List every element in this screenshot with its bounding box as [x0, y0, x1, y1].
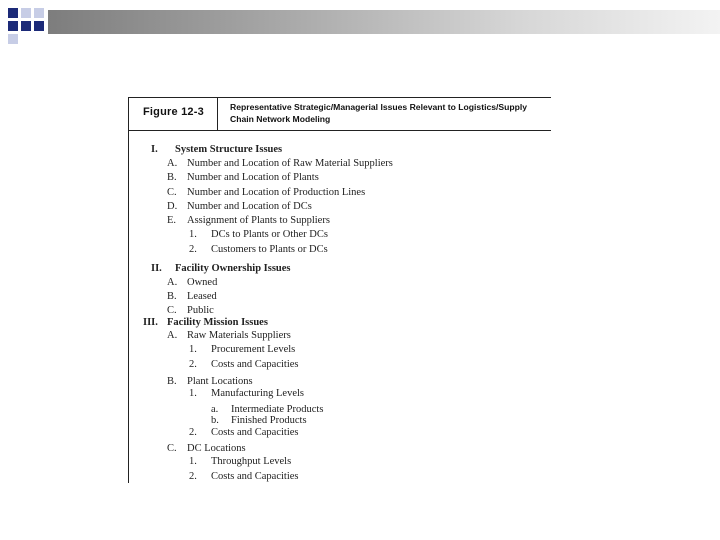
outline-marker: C.	[167, 305, 177, 316]
issues-outline	[129, 97, 551, 483]
outline-marker: III.	[143, 317, 158, 328]
outline-text: Plant Locations	[187, 376, 253, 387]
figure-title-line-2: Chain Network Modeling	[230, 114, 331, 124]
outline-text: Costs and Capacities	[211, 427, 299, 438]
figure-label: Figure 12-3	[143, 106, 204, 118]
outline-marker: 2.	[189, 471, 197, 482]
outline-text: Facility Mission Issues	[167, 317, 268, 328]
outline-text: Raw Materials Suppliers	[187, 330, 291, 341]
outline-text: Owned	[187, 277, 218, 288]
outline-text: Public	[187, 305, 214, 316]
outline-marker: B.	[167, 376, 177, 387]
decorative-square	[8, 34, 18, 44]
outline-text: Customers to Plants or DCs	[211, 244, 328, 255]
outline-text: Assignment of Plants to Suppliers	[187, 215, 330, 226]
decorative-square	[34, 8, 44, 18]
outline-text: Leased	[187, 291, 217, 302]
outline-text: Intermediate Products	[231, 404, 324, 415]
outline-text: Throughput Levels	[211, 456, 292, 467]
slide-header-decoration	[0, 0, 720, 40]
header-gradient-bar	[48, 10, 720, 34]
outline-text: Manufacturing Levels	[211, 388, 305, 399]
outline-marker: 1.	[189, 344, 197, 355]
outline-text: Number and Location of Plants	[187, 172, 319, 183]
outline-marker: 2.	[189, 244, 197, 255]
outline-marker: 1.	[189, 229, 197, 240]
outline-marker: a.	[211, 404, 219, 415]
outline-text: Costs and Capacities	[211, 471, 299, 482]
outline-marker: D.	[167, 201, 178, 212]
outline-text: Number and Location of Production Lines	[187, 187, 366, 198]
outline-marker: 1.	[189, 388, 197, 399]
figure-title-line-1: Representative Strategic/Managerial Issues Relevant to Logistics/Supply	[230, 102, 528, 112]
outline-text: DC Locations	[187, 443, 246, 454]
outline-marker: A.	[167, 330, 178, 341]
outline-marker: 2.	[189, 427, 197, 438]
outline-marker: II.	[151, 263, 162, 274]
decorative-square	[21, 21, 31, 31]
outline-marker: 2.	[189, 359, 197, 370]
decorative-square	[8, 21, 18, 31]
outline-text: Facility Ownership Issues	[175, 263, 291, 274]
outline-marker: A.	[167, 158, 178, 169]
outline-marker: B.	[167, 172, 177, 183]
outline-marker: 1.	[189, 456, 197, 467]
outline-marker: C.	[167, 187, 177, 198]
figure-panel	[128, 97, 551, 483]
outline-marker: C.	[167, 443, 177, 454]
outline-marker: I.	[151, 144, 158, 155]
decorative-square	[34, 21, 44, 31]
outline-text: Number and Location of DCs	[187, 201, 312, 212]
outline-marker: b.	[211, 415, 219, 426]
decorative-square	[21, 8, 31, 18]
outline-text: Finished Products	[231, 415, 307, 426]
outline-marker: B.	[167, 291, 177, 302]
outline-text: Costs and Capacities	[211, 359, 299, 370]
outline-text: Procurement Levels	[211, 344, 296, 355]
outline-marker: E.	[167, 215, 177, 226]
outline-text: DCs to Plants or Other DCs	[211, 229, 328, 240]
outline-text: System Structure Issues	[175, 144, 283, 155]
outline-text: Number and Location of Raw Material Suppliers	[187, 158, 393, 169]
outline-marker: A.	[167, 277, 178, 288]
decorative-square	[8, 8, 18, 18]
